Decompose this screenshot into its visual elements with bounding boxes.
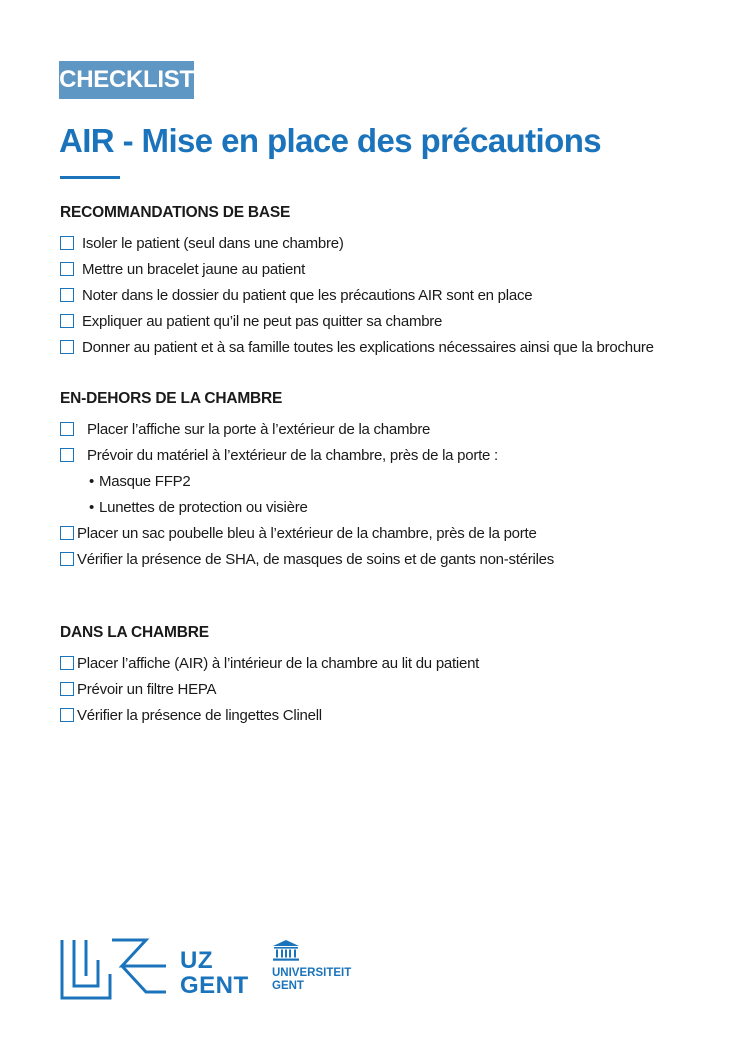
checkbox-icon[interactable] [60,422,74,436]
checklist-item-label: Vérifier la présence de SHA, de masques de soins et de gants non-stériles [77,550,555,568]
checkbox-icon[interactable] [60,656,74,670]
bullet-icon: • [89,472,95,490]
section-heading: DANS LA CHAMBRE [60,624,209,641]
checklist-item-label: Prévoir du matériel à l’extérieur de la chambre, près de la porte : [87,446,498,464]
sub-list-item [60,468,554,494]
bullet-icon: • [89,498,95,516]
sub-list-item [60,494,554,520]
checklist-item-label: Donner au patient et à sa famille toutes les explications nécessaires ainsi que la brochure [82,338,654,356]
ugent-line-2: GENT [272,980,304,992]
checklist-item[interactable] [60,442,554,468]
checkbox-icon[interactable] [60,448,74,462]
checkbox-icon[interactable] [60,526,74,540]
section-in-room [60,624,479,728]
checklist-item-label: Expliquer au patient qu’il ne peut pas quitter sa chambre [82,312,443,330]
checklist-item[interactable] [60,416,554,442]
ugent-building-icon [272,940,300,962]
section-base-recommendations [60,204,654,360]
checkbox-icon[interactable] [60,682,74,696]
checkbox-icon[interactable] [60,552,74,566]
checklist-item[interactable] [60,520,554,546]
checkbox-icon[interactable] [60,340,74,354]
page-title: AIR - Mise en place des précautions [59,122,601,159]
checkbox-icon[interactable] [60,314,74,328]
uz-gent-wordmark [180,948,249,998]
checklist-item[interactable] [60,334,654,360]
checklist-item-label: Placer un sac poubelle bleu à l’extérieur de la chambre, près de la porte [77,524,537,542]
checklist-item[interactable] [60,546,554,572]
uz-gent-line-2: GENT [180,972,249,999]
section-outside-room [60,390,554,572]
checklist-item[interactable] [60,308,654,334]
uz-gent-line-1: UZ [180,947,213,974]
checklist-item[interactable] [60,230,654,256]
sub-list-item-label: Masque FFP2 [99,472,191,490]
checklist-item-label: Vérifier la présence de lingettes Clinell [77,706,322,724]
checklist-item[interactable] [60,676,479,702]
checklist-item[interactable] [60,650,479,676]
checklist-item-label: Placer l’affiche sur la porte à l’extérieur de la chambre [87,420,431,438]
checkbox-icon[interactable] [60,708,74,722]
section-heading: EN-DEHORS DE LA CHAMBRE [60,390,283,407]
checklist-item-label: Prévoir un filtre HEPA [77,680,217,698]
checklist-item-label: Noter dans le dossier du patient que les précautions AIR sont en place [82,286,533,304]
checklist-badge: CHECKLIST [59,61,194,99]
checklist-item-label: Placer l’affiche (AIR) à l’intérieur de la chambre au lit du patient [77,654,480,672]
checkbox-icon[interactable] [60,288,74,302]
title-underline [60,176,120,179]
checklist-item[interactable] [60,282,654,308]
checklist-item-label: Isoler le patient (seul dans une chambre) [82,234,344,252]
ugent-logo [272,940,351,993]
ugent-line-1: UNIVERSITEIT [272,967,352,979]
section-heading: RECOMMANDATIONS DE BASE [60,204,291,221]
checklist-item[interactable] [60,702,479,728]
sub-list-item-label: Lunettes de protection ou visière [99,498,308,516]
checklist-item[interactable] [60,256,654,282]
uz-gent-logo-icon [60,938,168,1000]
checkbox-icon[interactable] [60,236,74,250]
checkbox-icon[interactable] [60,262,74,276]
checklist-item-label: Mettre un bracelet jaune au patient [82,260,306,278]
